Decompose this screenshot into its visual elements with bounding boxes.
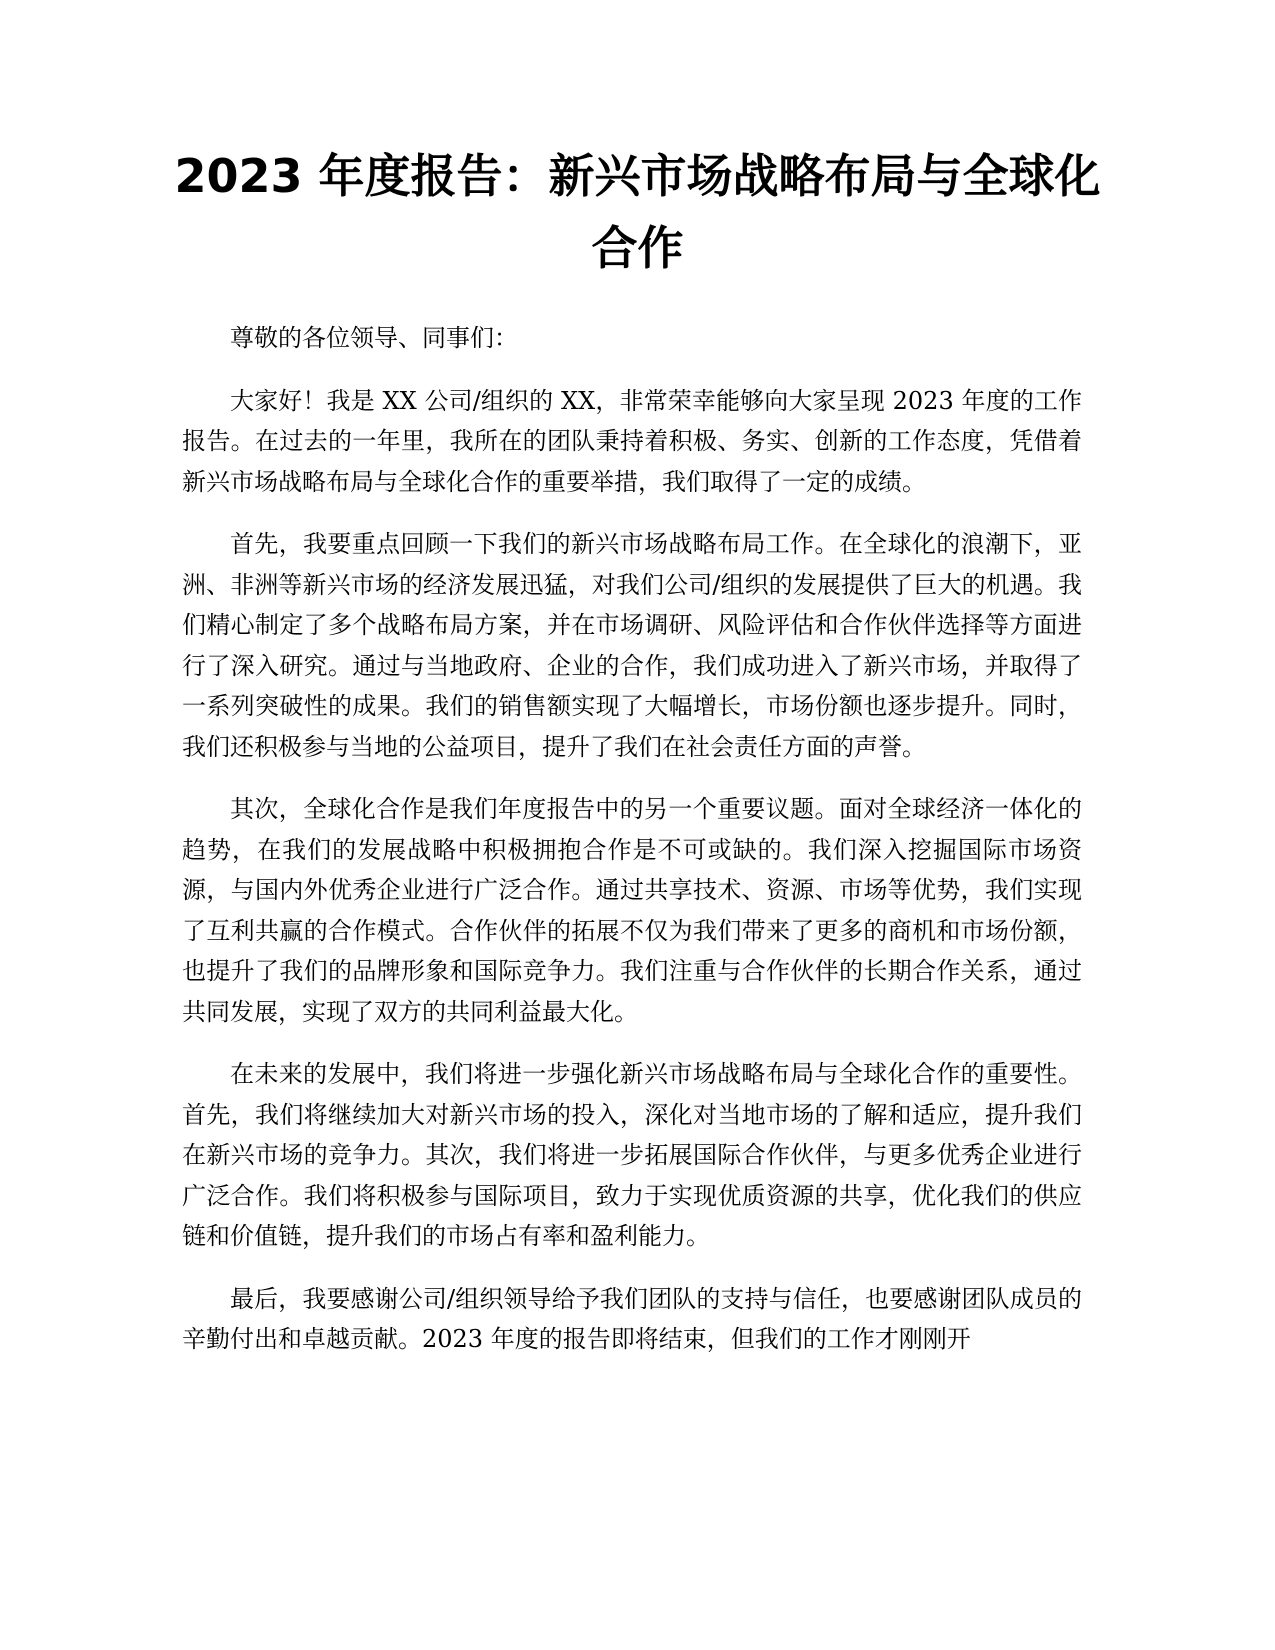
paragraph-intro: 大家好！我是 XX 公司/组织的 XX，非常荣幸能够向大家呈现 2023 年度的工作报告。在过去的一年里，我所在的团队秉持着积极、务实、创新的工作态度，凭借着新兴市场战略布局与全球化合作的重要举措，我们取得了一定的成绩。: [182, 386, 1082, 496]
document-title: 2023 年度报告：新兴市场战略布局与全球化合作: [174, 149, 1101, 275]
paragraph-acknowledgements: 最后，我要感谢公司/组织领导给予我们团队的支持与信任，也要感谢团队成员的辛勤付出和卓越贡献。2023 年度的报告即将结束，但我们的工作才刚刚开: [182, 1284, 1082, 1353]
paragraph-future-plans: 在未来的发展中，我们将进一步强化新兴市场战略布局与全球化合作的重要性。首先，我们将继续加大对新兴市场的投入，深化对当地市场的了解和适应，提升我们在新兴市场的竞争力。其次，我们将进一步拓展国际合作伙伴，与更多优秀企业进行广泛合作。我们将积极参与国际项目，致力于实现优质资源的共享，优化我们的供应链和价值链，提升我们的市场占有率和盈利能力。: [182, 1060, 1082, 1250]
salutation: 尊敬的各位领导、同事们：: [230, 324, 518, 352]
document-body: [182, 318, 1082, 1382]
paragraph-emerging-markets: 首先，我要重点回顾一下我们的新兴市场战略布局工作。在全球化的浪潮下，亚洲、非洲等新兴市场的经济发展迅猛，对我们公司/组织的发展提供了巨大的机遇。我们精心制定了多个战略布局方案，并在市场调研、风险评估和合作伙伴选择等方面进行了深入研究。通过与当地政府、企业的合作，我们成功进入了新兴市场，并取得了一系列突破性的成果。我们的销售额实现了大幅增长，市场份额也逐步提升。同时，我们还积极参与当地的公益项目，提升了我们在社会责任方面的声誉。: [182, 530, 1082, 761]
paragraph-global-cooperation: 其次，全球化合作是我们年度报告中的另一个重要议题。面对全球经济一体化的趋势，在我们的发展战略中积极拥抱合作是不可或缺的。我们深入挖掘国际市场资源，与国内外优秀企业进行广泛合作。通过共享技术、资源、市场等优势，我们实现了互利共赢的合作模式。合作伙伴的拓展不仅为我们带来了更多的商机和市场份额，也提升了我们的品牌形象和国际竞争力。我们注重与合作伙伴的长期合作关系，通过共同发展，实现了双方的共同利益最大化。: [182, 795, 1082, 1026]
